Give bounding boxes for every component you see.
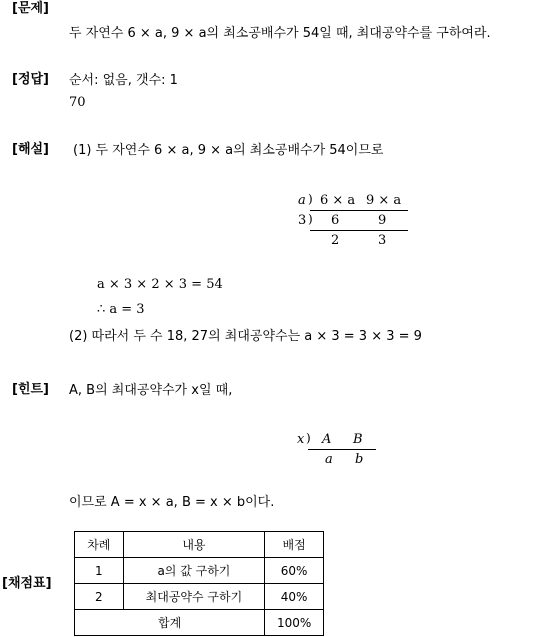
hint-ladder-cell: B	[353, 432, 363, 447]
hint-ladder-cell: A	[322, 432, 332, 447]
table-cell: 2	[75, 584, 124, 610]
table-cell: 최대공약수 구하기	[123, 584, 265, 610]
table-row	[75, 584, 324, 610]
table-cell: 60%	[265, 558, 324, 584]
hint-ladder-bracket: )	[306, 431, 311, 445]
ladder-cell: 9	[378, 213, 387, 228]
ladder-cell: 2	[331, 233, 340, 248]
ladder-cell: 6 × a	[320, 193, 356, 208]
answer-label: [정답]	[12, 72, 49, 87]
table-header-cell: 배점	[265, 532, 324, 558]
scoring-table	[74, 531, 324, 636]
hint-ladder-cell: b	[355, 452, 364, 467]
problem-text: 두 자연수 6 × a, 9 × a의 최소공배수가 54일 때, 최대공약수를 구하여라.	[69, 26, 491, 41]
table-total-row	[75, 610, 324, 636]
ladder-cell: 3	[378, 233, 387, 248]
solution-eq1: a × 3 × 2 × 3 = 54	[97, 277, 223, 292]
ladder-cell: 6	[331, 213, 340, 228]
hint-label: [힌트]	[12, 382, 49, 397]
table-row	[75, 558, 324, 584]
ladder-bracket-1: )	[308, 192, 313, 206]
table-header-row	[75, 532, 324, 558]
hint-ladder-rule	[308, 449, 376, 450]
table-cell: 40%	[265, 584, 324, 610]
hint-text: A, B의 최대공약수가 x일 때,	[69, 383, 233, 398]
solution-step1: (1) 두 자연수 6 × a, 9 × a의 최소공배수가 54이므로	[73, 143, 384, 158]
scoring-label: [채점표]	[2, 576, 52, 591]
ladder-cell: 9 × a	[366, 193, 402, 208]
table-total-value: 100%	[265, 610, 324, 636]
ladder-divisor-2: 3	[298, 213, 307, 228]
ladder-rule-1	[310, 210, 408, 211]
table-header-cell: 차례	[75, 532, 124, 558]
ladder-bracket-2: )	[308, 212, 313, 226]
table-cell: a의 값 구하기	[123, 558, 265, 584]
answer-value: 70	[69, 95, 86, 110]
hint-ladder-cell: a	[325, 452, 333, 467]
problem-label: [문제]	[12, 1, 49, 16]
ladder-rule-2	[310, 230, 408, 231]
hint-ladder-divisor: x	[297, 432, 305, 447]
table-total-label: 합계	[75, 610, 265, 636]
solution-label: [해설]	[12, 142, 49, 157]
solution-eq2: ∴ a = 3	[97, 302, 145, 317]
table-cell: 1	[75, 558, 124, 584]
solution-step2: (2) 따라서 두 수 18, 27의 최대공약수는 a × 3 = 3 × 3 = 9	[69, 329, 422, 344]
hint-conclusion: 이므로 A = x × a, B = x × b이다.	[69, 495, 275, 510]
table-header-cell: 내용	[123, 532, 265, 558]
ladder-divisor-1: a	[298, 193, 306, 208]
answer-meta: 순서: 없음, 갯수: 1	[69, 73, 178, 88]
